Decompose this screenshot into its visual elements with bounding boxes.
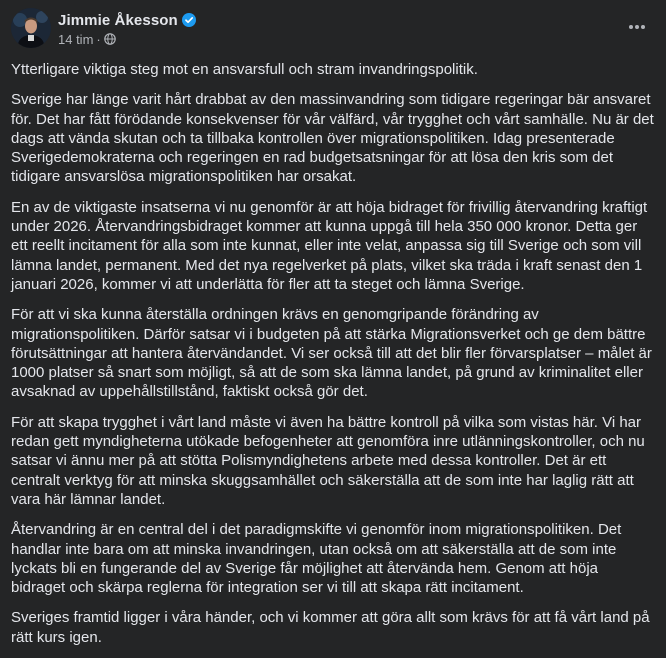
post-paragraph: Återvandring är en central del i det paradigmskifte vi genomför inom migrationspolitiken. Det handlar inte bara om att minska invandringen, utan också om att säkerställa att de som inte lyckats bli en fungerande del av Sverige får möjlighet att återvända hem. Genom att höja bidraget och skärpa reglerna för integration ser vi till att skapa rätt incitament. <box>11 521 622 597</box>
meta-separator: · <box>96 31 101 47</box>
post-paragraph: Sverige har länge varit hårt drabbat av den massinvandring som tidigare regeringar bär ansvaret för. Det har fått förödande konsekvenser för vår välfärd, vår trygghet och vårt samhälle. Nu är det dags att vända skutan och ta tillbaka kontrollen över migrationspolitiken. Idag presenterade Sverigedemokraterna och regeringen en rad budgetsatsningar för att lösa den kris som det tidigare ansvarslösa migrationspolitiken har orsakat. <box>11 91 654 186</box>
post-paragraph: För att skapa trygghet i vårt land måste vi även ha bättre kontroll på vilka som vistas här. Vi har redan gett myndigheterna utökade befogenheter att genomföra inre utlänningskontroller, och nu satsar vi ännu mer på att stötta Polismyndighetens arbete med dessa kontroller. Det är ett centralt verktyg för att minska skuggsamhället och säkerställa att de som inte har laglig rätt att vara här lämnar landet. <box>11 413 645 508</box>
verified-badge-icon <box>182 13 196 27</box>
post-body <box>11 60 656 658</box>
post-meta <box>58 31 116 47</box>
post-paragraph: En av de viktigaste insatserna vi nu genomför är att höja bidraget för frivillig återvandring kraftigt under 2026. Återvandringsbidraget kommer att kunna uppgå till hela 350 000 kronor. Detta ger ett reellt incitament för alla som inte kunnat, eller inte velat, anpassa sig till Sverige och som vill lämna landet, permanent. Med det nya regelverket på plats, vilket ska träda i kraft senast den 1 januari 2026, kommer vi att underlätta för fler att ta steget och lämna Sverige. <box>11 198 648 293</box>
author-name[interactable]: Jimmie Åkesson <box>58 11 178 29</box>
avatar-image <box>11 8 51 48</box>
post-paragraph: Sveriges framtid ligger i våra händer, och vi kommer att göra allt som krävs för att få vårt land på rätt kurs igen. <box>11 609 650 646</box>
more-options-button[interactable] <box>620 12 654 42</box>
author-row <box>58 10 196 30</box>
avatar[interactable] <box>11 8 51 48</box>
post-header <box>11 8 656 50</box>
more-options-icon <box>628 24 646 30</box>
globe-icon[interactable] <box>104 33 116 45</box>
post-timestamp[interactable]: 14 tim <box>58 31 94 47</box>
post-paragraph: För att vi ska kunna återställa ordningen krävs en genomgripande förändring av migrationspolitiken. Därför satsar vi i budgeten på att stärka Migrationsverket och ge dem bättre förutsättningar att hantera återvändandet. Vi ser också till att det blir fler förvarsplatser – målet är 1000 platser så snart som möjligt, så att de som ska lämna landet, på grund av kriminalitet eller avsaknad av uppehållstillstånd, faktiskt också gör det. <box>11 306 652 401</box>
post-paragraph: Ytterligare viktiga steg mot en ansvarsfull och stram invandringspolitik. <box>11 61 478 78</box>
